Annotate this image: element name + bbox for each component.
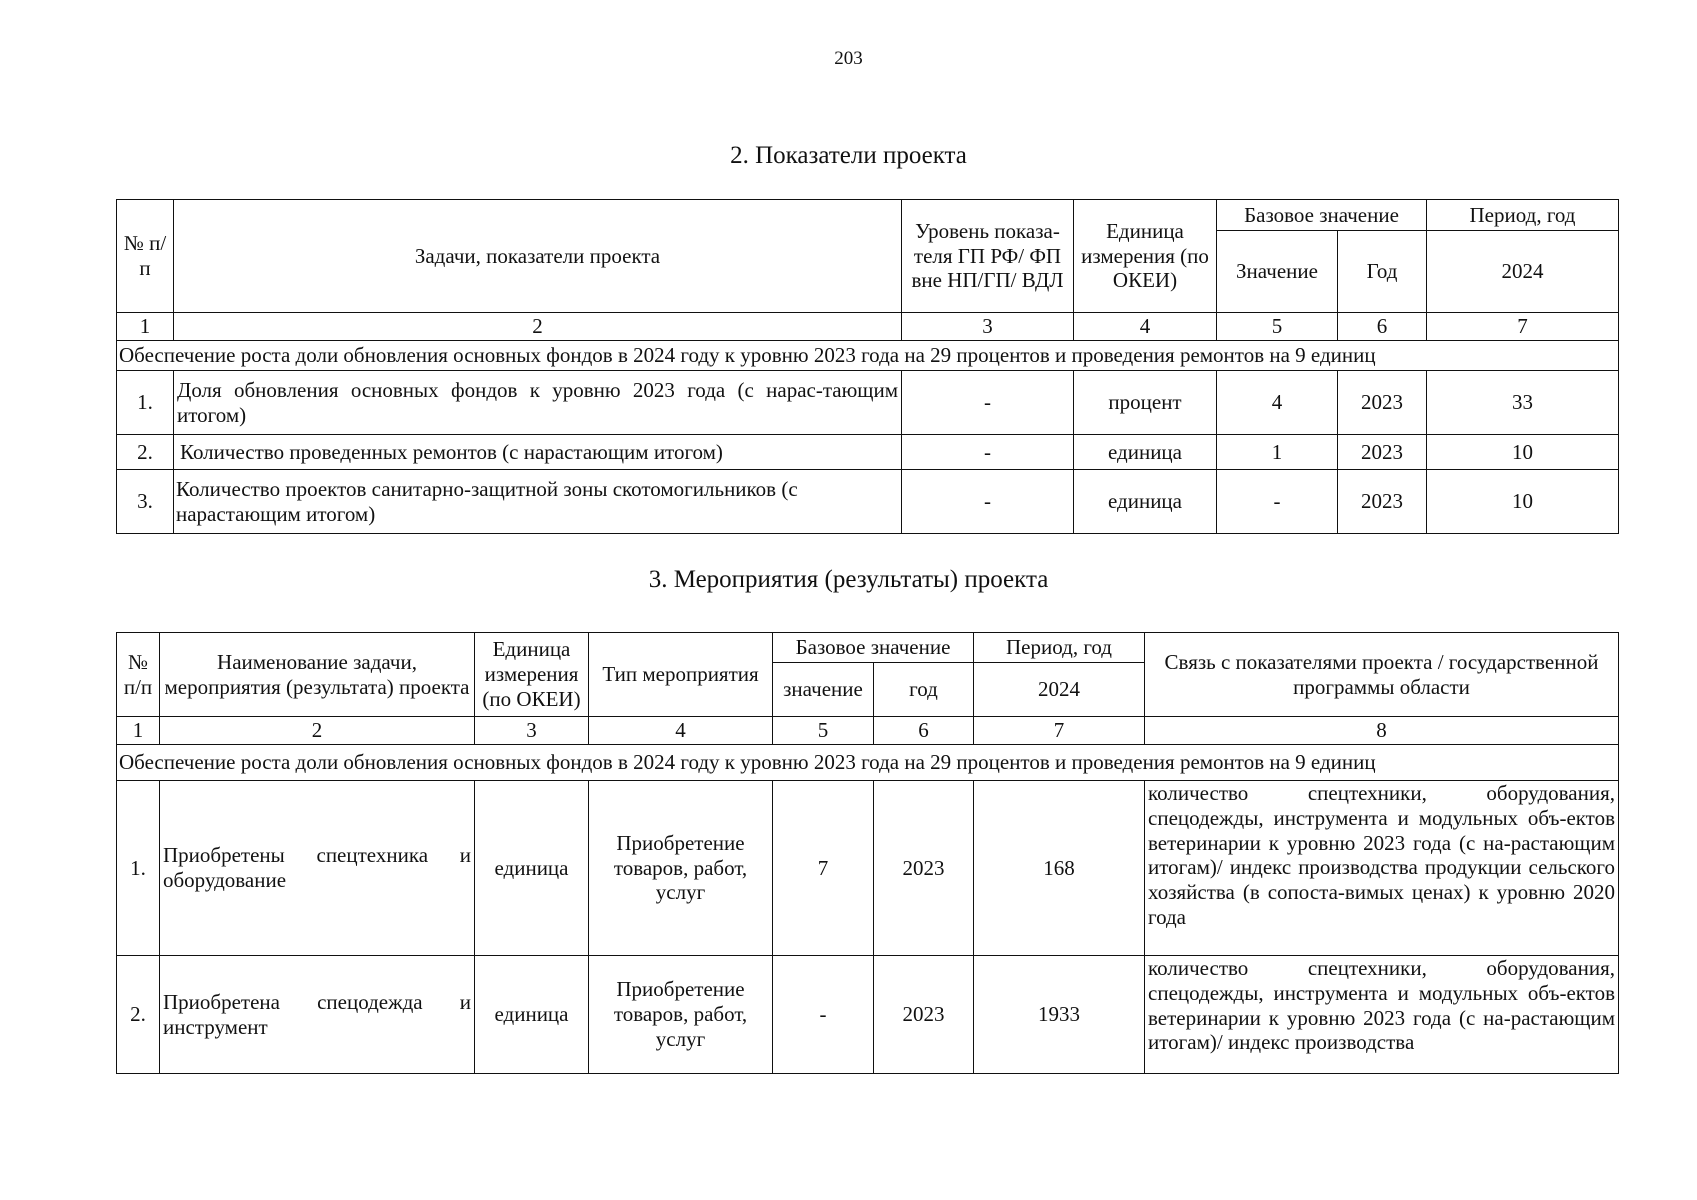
- column-numbers-row: [117, 313, 1619, 341]
- row-num: 1.: [117, 371, 174, 435]
- indicator-base-year: 2023: [1338, 371, 1427, 435]
- indicator-level: -: [902, 371, 1074, 435]
- header-period: Период, год: [974, 633, 1145, 663]
- project-indicators-table: [116, 199, 1619, 534]
- header-name: Наименование задачи, мероприятия (результата) проекта: [160, 633, 475, 717]
- col-number: 1: [117, 313, 174, 341]
- indicator-period-value: 33: [1427, 371, 1619, 435]
- header-num: № п/п: [117, 633, 160, 717]
- col-number: 7: [1427, 313, 1619, 341]
- table-row: [117, 470, 1619, 534]
- page-number: 203: [834, 48, 863, 69]
- table-row: [117, 781, 1619, 956]
- row-num: 3.: [117, 470, 174, 534]
- header-unit: Единица измерения (по ОКЕИ): [475, 633, 589, 717]
- indicator-unit: единица: [1074, 470, 1217, 534]
- header-type: Тип мероприятия: [589, 633, 773, 717]
- col-number: 1: [117, 717, 160, 745]
- indicator-base-value: -: [1217, 470, 1338, 534]
- activity-period-value: 168: [974, 781, 1145, 956]
- header-base-year: Год: [1338, 231, 1427, 313]
- activity-link: количество спецтехники, оборудования, спецодежды, инструмента и модульных объ-ектов ветеринарии к уровню 2023 года (с на-растающим итогам)/ индекс производства продукции сельского хозяйства (в сопоста-вимых ценах) к уровню 2020 года: [1145, 781, 1619, 956]
- header-base-year: год: [874, 663, 974, 717]
- activity-name: Приобретена спецодежда и инструмент: [160, 956, 475, 1074]
- group-row: Обеспечение роста доли обновления основных фондов в 2024 году к уровню 2023 года на 29 процентов и проведения ремонтов на 9 единиц: [117, 745, 1619, 781]
- indicator-base-year: 2023: [1338, 470, 1427, 534]
- indicator-base-year: 2023: [1338, 435, 1427, 470]
- col-number: 2: [174, 313, 902, 341]
- activity-link: количество спецтехники, оборудования, спецодежды, инструмента и модульных объ-ектов ветеринарии к уровню 2023 года (с на-растающим итогам)/ индекс производства: [1145, 956, 1619, 1074]
- indicator-base-value: 1: [1217, 435, 1338, 470]
- indicator-unit: единица: [1074, 435, 1217, 470]
- group-row: Обеспечение роста доли обновления основных фондов в 2024 году к уровню 2023 года на 29 процентов и проведения ремонтов на 9 единиц: [117, 341, 1619, 371]
- activity-base-value: 7: [773, 781, 874, 956]
- section-2-title: 2. Показатели проекта: [730, 142, 967, 169]
- activity-name: Приобретены спецтехника и оборудование: [160, 781, 475, 956]
- col-number: 4: [589, 717, 773, 745]
- indicator-unit: процент: [1074, 371, 1217, 435]
- header-unit: Единица измерения (по ОКЕИ): [1074, 200, 1217, 313]
- row-num: 2.: [117, 956, 160, 1074]
- col-number: 7: [974, 717, 1145, 745]
- indicator-name: Количество проектов санитарно-защитной зоны скотомогильников (с нарастающим итогом): [174, 470, 902, 534]
- col-number: 5: [1217, 313, 1338, 341]
- indicator-name: Доля обновления основных фондов к уровню 2023 года (с нарас-тающим итогом): [174, 371, 902, 435]
- header-period-year: 2024: [974, 663, 1145, 717]
- indicator-period-value: 10: [1427, 435, 1619, 470]
- header-period: Период, год: [1427, 200, 1619, 231]
- col-number: 3: [902, 313, 1074, 341]
- header-base: Базовое значение: [773, 633, 974, 663]
- header-num: № п/п: [117, 200, 174, 313]
- col-number: 6: [1338, 313, 1427, 341]
- activity-base-value: -: [773, 956, 874, 1074]
- indicator-name: Количество проведенных ремонтов (с нарастающим итогом): [174, 435, 902, 470]
- activity-base-year: 2023: [874, 781, 974, 956]
- table-row: [117, 956, 1619, 1074]
- activity-unit: единица: [475, 781, 589, 956]
- activity-base-year: 2023: [874, 956, 974, 1074]
- table-row: [117, 371, 1619, 435]
- project-activities-table: [116, 632, 1619, 1074]
- header-level: Уровень показа-теля ГП РФ/ ФП вне НП/ГП/ ВДЛ: [902, 200, 1074, 313]
- row-num: 2.: [117, 435, 174, 470]
- activity-type: Приобретение товаров, работ, услуг: [589, 956, 773, 1074]
- row-num: 1.: [117, 781, 160, 956]
- activity-type: Приобретение товаров, работ, услуг: [589, 781, 773, 956]
- col-number: 2: [160, 717, 475, 745]
- header-base: Базовое значение: [1217, 200, 1427, 231]
- header-base-value: Значение: [1217, 231, 1338, 313]
- column-numbers-row: [117, 717, 1619, 745]
- section-3-title: 3. Мероприятия (результаты) проекта: [648, 566, 1049, 593]
- indicator-base-value: 4: [1217, 371, 1338, 435]
- col-number: 8: [1145, 717, 1619, 745]
- indicator-level: -: [902, 470, 1074, 534]
- table-row: [117, 435, 1619, 470]
- col-number: 5: [773, 717, 874, 745]
- col-number: 4: [1074, 313, 1217, 341]
- header-period-year: 2024: [1427, 231, 1619, 313]
- header-base-value: значение: [773, 663, 874, 717]
- col-number: 6: [874, 717, 974, 745]
- indicator-level: -: [902, 435, 1074, 470]
- header-tasks: Задачи, показатели проекта: [174, 200, 902, 313]
- activity-period-value: 1933: [974, 956, 1145, 1074]
- header-link: Связь с показателями проекта / государственной программы области: [1145, 633, 1619, 717]
- activity-unit: единица: [475, 956, 589, 1074]
- indicator-period-value: 10: [1427, 470, 1619, 534]
- col-number: 3: [475, 717, 589, 745]
